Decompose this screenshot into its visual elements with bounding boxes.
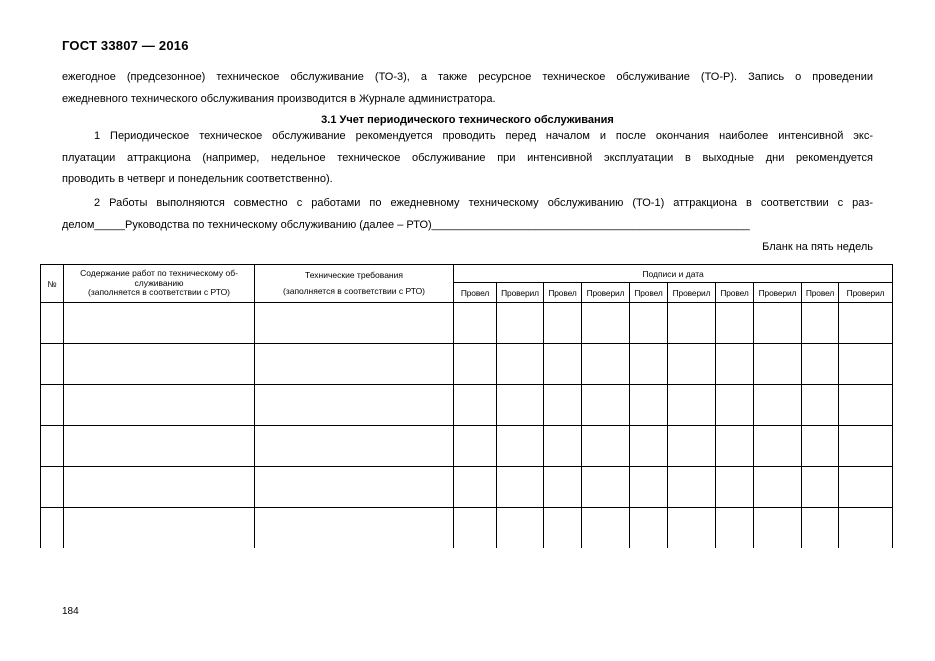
- paragraph-1-line-1: 1 Периодическое техническое обслуживание рекомендуется проводить перед началом и после окончания наиболее интенсивной экс-: [94, 130, 873, 142]
- cell: [41, 303, 64, 344]
- section-heading: 3.1 Учет периодического технического обслуживания: [321, 114, 614, 126]
- paragraph-1-line-2: плуатации аттракциона (например, недельное техническое обслуживание при интенсивной эксплуатации в выходные дни рекомендуется: [62, 151, 873, 164]
- cell: [839, 426, 893, 467]
- cell: [497, 344, 544, 385]
- intro-paragraph: [62, 67, 873, 110]
- cell: [255, 426, 454, 467]
- form-row: [41, 426, 893, 467]
- header-signatures: Подписи и дата: [454, 265, 893, 283]
- cell: [41, 508, 64, 549]
- cell: [544, 303, 582, 344]
- form-row: [41, 385, 893, 426]
- cell: [754, 303, 802, 344]
- cell: [802, 303, 839, 344]
- cell: [630, 426, 668, 467]
- week-2-performed: Провел: [544, 283, 582, 303]
- cell: [754, 426, 802, 467]
- form-row: [41, 467, 893, 508]
- cell: [630, 467, 668, 508]
- cell: [839, 467, 893, 508]
- cell: [255, 303, 454, 344]
- cell: [582, 303, 630, 344]
- cell: [716, 344, 754, 385]
- cell: [668, 467, 716, 508]
- cell: [41, 467, 64, 508]
- cell: [754, 508, 802, 549]
- cell: [839, 344, 893, 385]
- cell: [802, 426, 839, 467]
- cell: [716, 508, 754, 549]
- header-work-content-note: (заполняется в соответствии с РТО): [87, 287, 231, 298]
- cell: [497, 303, 544, 344]
- paragraph-2-line-2: делом_____Руководства по техническому обслуживанию (далее – РТО)____________________________________________________: [62, 218, 750, 231]
- header-number: №: [41, 265, 64, 303]
- cell: [582, 385, 630, 426]
- cell: [839, 303, 893, 344]
- header-tech-requirements: [255, 265, 454, 303]
- cell: [754, 344, 802, 385]
- cell: [668, 303, 716, 344]
- header-work-content: [64, 265, 255, 303]
- cell: [255, 385, 454, 426]
- week-3-checked: Проверил: [668, 283, 716, 303]
- cell: [454, 385, 497, 426]
- cell: [497, 508, 544, 549]
- cell: [64, 344, 255, 385]
- paragraph-1-line-3: проводить в четверг и понедельник соответственно).: [62, 173, 333, 185]
- cell: [582, 467, 630, 508]
- cell: [716, 426, 754, 467]
- cell: [41, 344, 64, 385]
- cell: [668, 508, 716, 549]
- cell: [454, 344, 497, 385]
- cell: [630, 344, 668, 385]
- cell: [802, 467, 839, 508]
- paragraph-1: [62, 126, 873, 191]
- cell: [454, 508, 497, 549]
- week-2-checked: Проверил: [582, 283, 630, 303]
- cell: [754, 467, 802, 508]
- cell: [497, 426, 544, 467]
- cell: [802, 344, 839, 385]
- cell: [802, 385, 839, 426]
- cell: [716, 467, 754, 508]
- week-1-checked: Проверил: [497, 283, 544, 303]
- cell: [544, 385, 582, 426]
- cell: [668, 426, 716, 467]
- cell: [839, 508, 893, 549]
- cell: [668, 344, 716, 385]
- week-5-performed: Провел: [802, 283, 839, 303]
- cell: [544, 467, 582, 508]
- cell: [630, 303, 668, 344]
- cell: [255, 344, 454, 385]
- cell: [582, 426, 630, 467]
- header-tech-requirements-title: Технические требования: [305, 269, 403, 280]
- cell: [630, 508, 668, 549]
- form-caption: Бланк на пять недель: [762, 241, 873, 253]
- intro-line-1: ежегодное (предсезонное) техническое обслуживание (ТО-3), а также ресурсное техническое обслуживание (ТО-Р). Запись о проведении: [62, 71, 873, 83]
- week-1-performed: Провел: [454, 283, 497, 303]
- cell: [582, 508, 630, 549]
- cell: [497, 467, 544, 508]
- cell: [544, 508, 582, 549]
- cell: [582, 344, 630, 385]
- cell: [64, 303, 255, 344]
- cell: [454, 426, 497, 467]
- intro-line-2: ежедневного технического обслуживания производится в Журнале администратора.: [62, 92, 496, 105]
- cell: [64, 426, 255, 467]
- cell: [754, 385, 802, 426]
- header-tech-requirements-note: (заполняется в соответствии с РТО): [282, 286, 426, 296]
- cell: [802, 508, 839, 549]
- cell: [41, 385, 64, 426]
- page-number: 184: [62, 606, 79, 617]
- cell: [255, 508, 454, 549]
- cell: [64, 508, 255, 549]
- header-work-content-title: Содержание работ по техническому об-служиванию: [80, 268, 238, 288]
- cell: [497, 385, 544, 426]
- cell: [544, 344, 582, 385]
- form-row: [41, 344, 893, 385]
- cell: [454, 467, 497, 508]
- cell: [668, 385, 716, 426]
- week-4-performed: Провел: [716, 283, 754, 303]
- cell: [716, 385, 754, 426]
- cell: [630, 385, 668, 426]
- cell: [716, 303, 754, 344]
- cell: [64, 385, 255, 426]
- cell: [255, 467, 454, 508]
- maintenance-form-table: [40, 264, 893, 548]
- document-standard-title: ГОСТ 33807 — 2016: [62, 38, 189, 53]
- paragraph-2-line-1: 2 Работы выполняются совместно с работами по ежедневному техническому обслуживанию (ТО-1) аттракциона в соответствии с раз-: [94, 197, 873, 209]
- cell: [454, 303, 497, 344]
- cell: [839, 385, 893, 426]
- cell: [41, 426, 64, 467]
- cell: [544, 426, 582, 467]
- week-4-checked: Проверил: [754, 283, 802, 303]
- week-5-checked: Проверил: [839, 283, 893, 303]
- paragraph-2: [62, 193, 873, 236]
- form-row: [41, 508, 893, 549]
- cell: [64, 467, 255, 508]
- week-3-performed: Провел: [630, 283, 668, 303]
- form-row: [41, 303, 893, 344]
